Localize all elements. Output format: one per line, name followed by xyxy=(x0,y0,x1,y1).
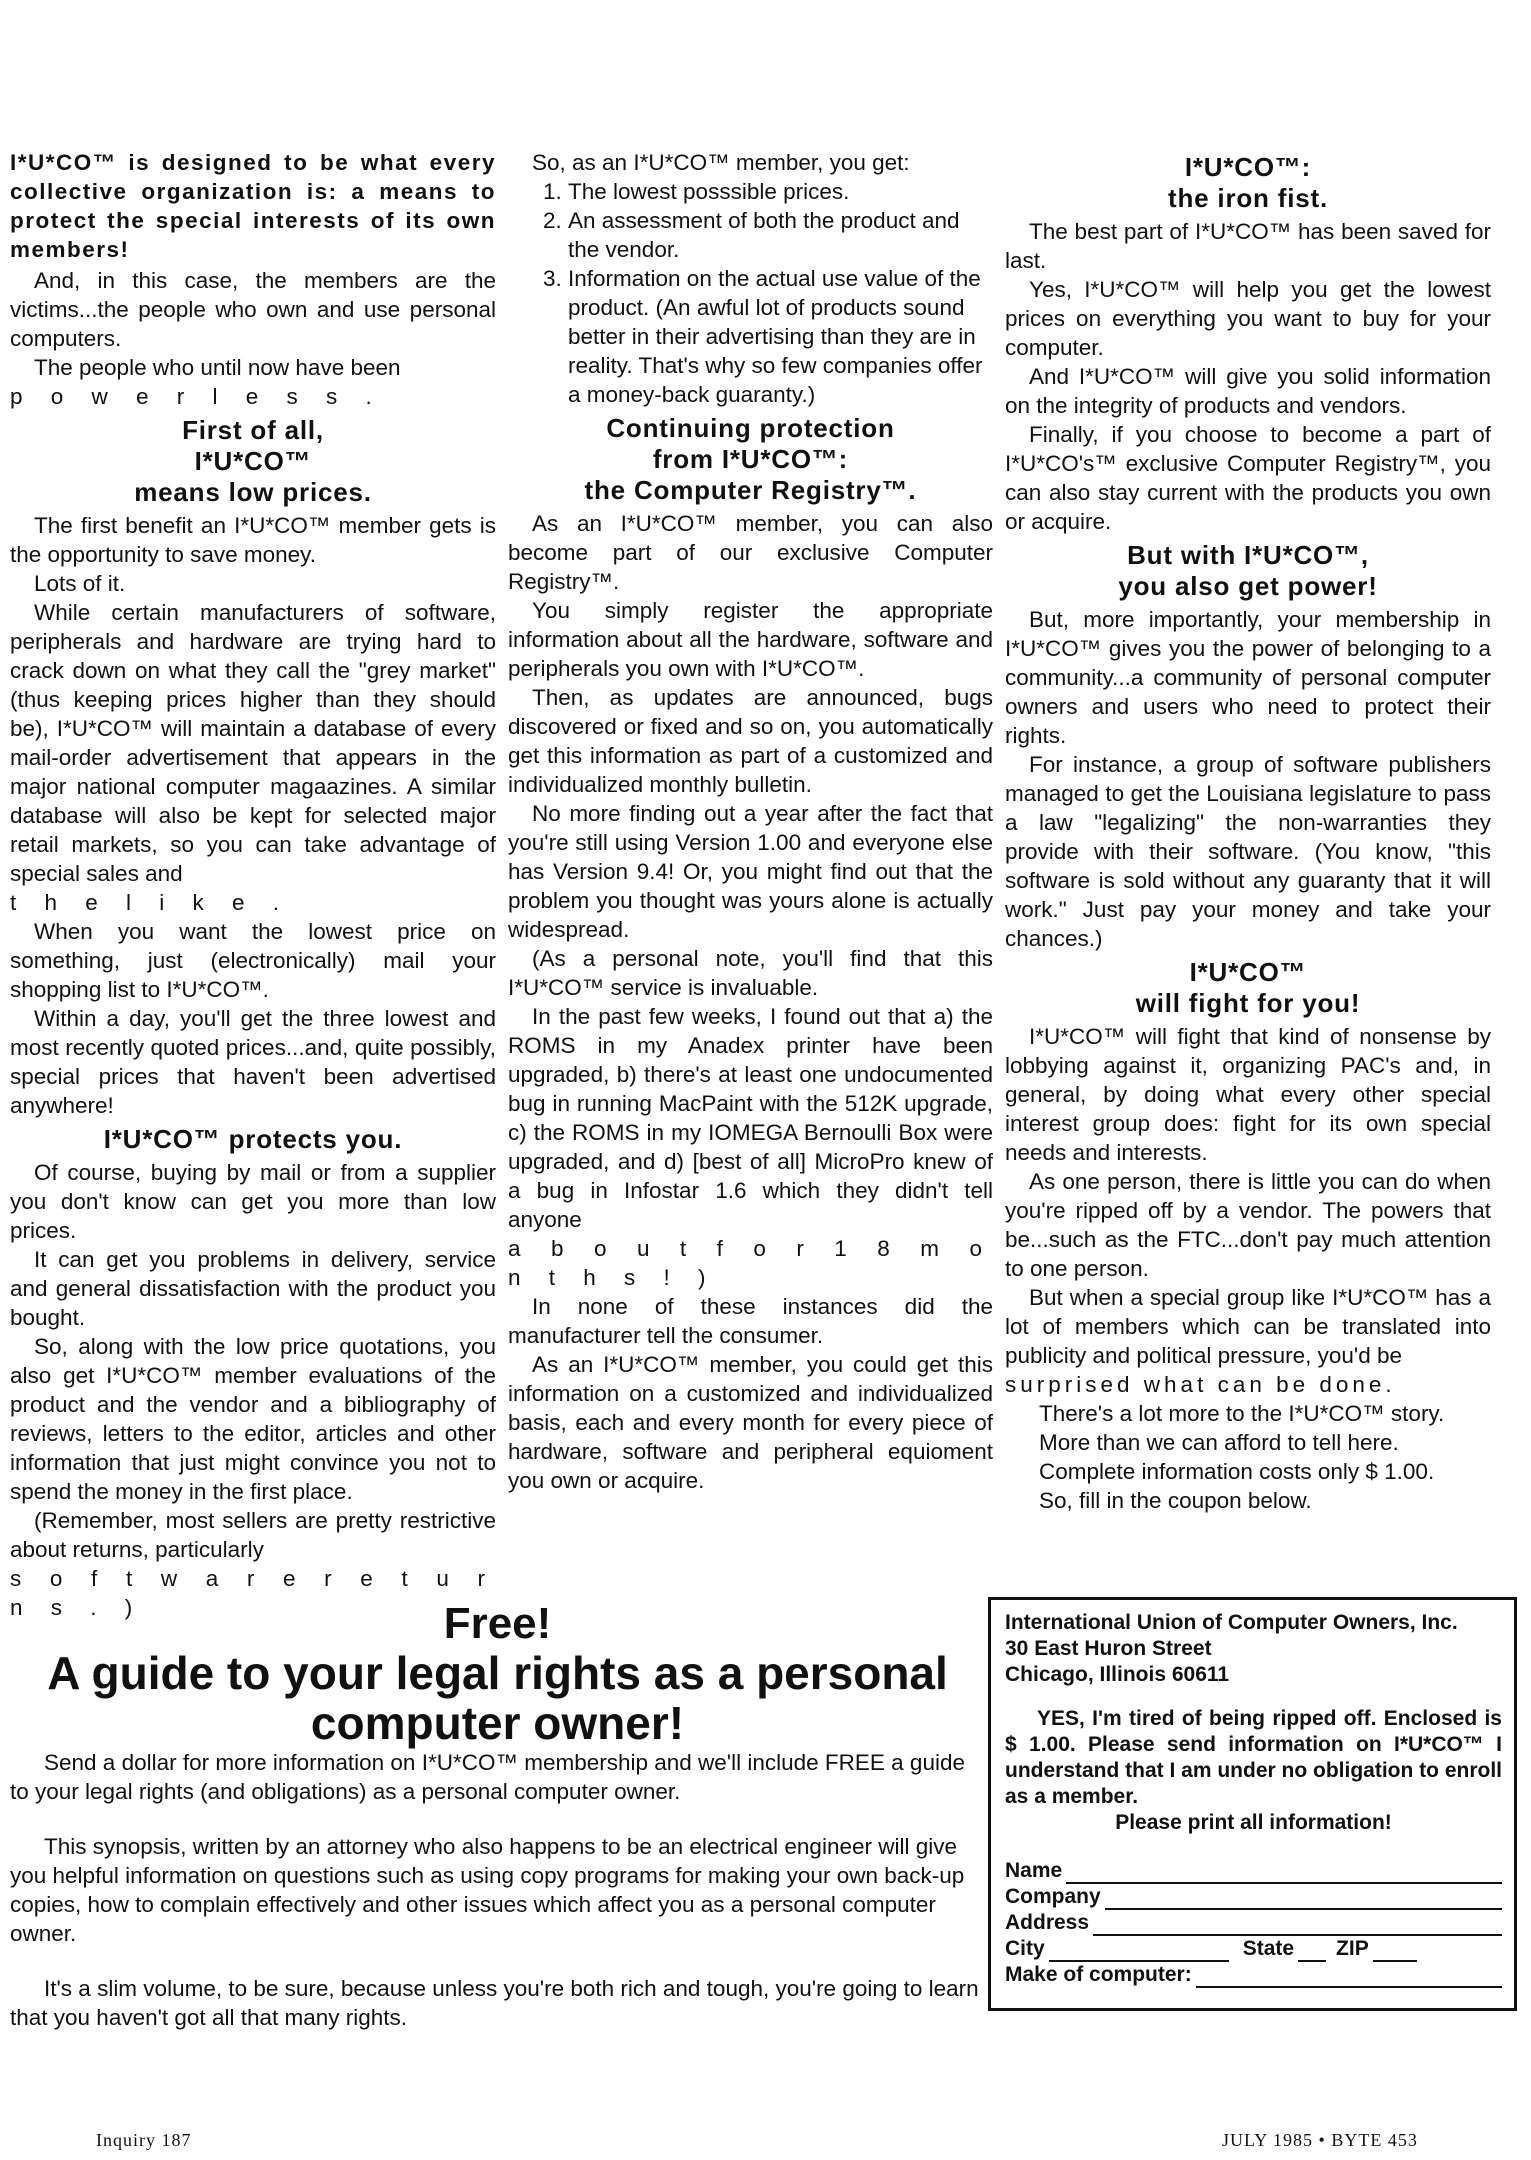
paragraph: And, in this case, the members are the victims...the people who own and use personal computers. xyxy=(10,268,496,351)
free-guide-promo xyxy=(10,1600,985,2058)
paragraph: Finally, if you choose to become a part of I*U*CO's™ exclusive Computer Registry™, you can also stay current with the products you own or acquire. xyxy=(1005,422,1491,534)
closing-line: More than we can afford to tell here. xyxy=(1039,1430,1399,1455)
list-item: 1. The lowest posssible prices. xyxy=(568,177,993,206)
section-heading: Continuing protection xyxy=(606,413,895,443)
paragraph: For instance, a group of software publishers managed to get the Louisiana legislature to pass a law "legalizing" the non-warranties they provide with their software. (You know, "this software is sold without any guaranty that it will work." Just pay your money and take your chances.) xyxy=(1005,752,1491,951)
lead-paragraph: I*U*CO™ is designed to be what every collective organization is: a means to protect the special interests of its own members! xyxy=(10,150,496,262)
closing-line: There's a lot more to the I*U*CO™ story. xyxy=(1039,1401,1445,1426)
mailing-address xyxy=(1005,1610,1502,1688)
promo-paragraph: It's a slim volume, to be sure, because unless you're both rich and tough, you're going to learn that you haven't got all that many rights. xyxy=(10,1976,979,2030)
section-heading: I*U*CO™ protects you. xyxy=(103,1124,403,1154)
promo-subtitle: A guide to your legal rights as a personal computer owner! xyxy=(47,1647,948,1749)
paragraph: I*U*CO™ will fight that kind of nonsense by lobbying against it, organizing PAC's and, in general, by doing what every other special interest group does: fight for its own special needs and interests. xyxy=(1005,1024,1491,1165)
section-heading: I*U*CO™ xyxy=(1189,957,1307,987)
column-1 xyxy=(10,148,496,1620)
field-label: State xyxy=(1242,1937,1295,1960)
closing-line: Complete information costs only $ 1.00. xyxy=(1039,1459,1435,1484)
closing-lines xyxy=(1005,1399,1491,1515)
heading-line: I*U*CO™ xyxy=(194,446,312,476)
field-label: ZIP xyxy=(1336,1937,1369,1960)
paragraph: As an I*U*CO™ member, you can also become part of our exclusive Computer Registry™. xyxy=(508,511,993,594)
issue-page-number: JULY 1985 • BYTE 453 xyxy=(1222,2130,1418,2150)
computer-make-line[interactable] xyxy=(1196,1966,1502,1988)
paragraph: (As a personal note, you'll find that this I*U*CO™ service is invaluable. xyxy=(508,946,993,1000)
heading-line: First of all, xyxy=(182,415,324,445)
street-address: 30 East Huron Street xyxy=(1005,1637,1212,1660)
paragraph: Within a day, you'll get the three lowest and most recently quoted prices...and, quite possibly, special prices that haven't been advertised anywhere! xyxy=(10,1006,496,1118)
company-line[interactable] xyxy=(1105,1888,1502,1910)
paragraph: While certain manufacturers of software, peripherals and hardware are trying hard to crack down on what they call the "grey market" (thus keeping prices higher than they should be), I*U*CO™ will maintain a database of every mail-order advertisement that appears in the major national computer magaazines. A similar database will also be kept for selected major retail markets, so you can take advantage of special sales and xyxy=(10,600,496,886)
paragraph: The first benefit an I*U*CO™ member gets is the opportunity to save money. xyxy=(10,513,496,567)
promo-paragraph: Send a dollar for more information on I*U*CO™ membership and we'll include FREE a guide to your legal rights (and obligations) as a personal computer owner. xyxy=(10,1750,965,1804)
paragraph: So, along with the low price quotations, you also get I*U*CO™ member evaluations of the product and the vendor and a bibliography of reviews, letters to the editor, articles and other information that just might convince you not to spend the money in the first place. xyxy=(10,1334,496,1504)
promo-title: Free! xyxy=(443,1599,552,1648)
paragraph: And I*U*CO™ will give you solid information on the integrity of products and vendors. xyxy=(1005,364,1491,418)
spaced-line: surprised what can be done. xyxy=(1005,1372,1396,1397)
list-item: 2. An assessment of both the product and the vendor. xyxy=(568,206,993,264)
column-3 xyxy=(1005,148,1491,1578)
paragraph: In none of these instances did the manufacturer tell the consumer. xyxy=(508,1294,993,1348)
field-label: Company xyxy=(1005,1885,1101,1908)
spaced-line: t h e l i k e . xyxy=(10,890,291,915)
address-line[interactable] xyxy=(1093,1914,1502,1936)
field-label: City xyxy=(1005,1937,1045,1960)
paragraph: But when a special group like I*U*CO™ has a lot of members which can be translated into publicity and political pressure, you'd be xyxy=(1005,1285,1491,1368)
section-heading xyxy=(10,477,496,508)
section-heading: the Computer Registry™. xyxy=(584,475,917,505)
paragraph: You simply register the appropriate information about all the hardware, software and peripherals you own with I*U*CO™. xyxy=(508,598,993,681)
promo-paragraph: This synopsis, written by an attorney who also happens to be an electrical engineer will give you helpful information on questions such as using copy programs for making your own back-up copies, how to complain effectively and other issues which affect you as a personal computer owner. xyxy=(10,1834,965,1946)
paragraph: It can get you problems in delivery, service and general dissatisfaction with the product you bought. xyxy=(10,1247,496,1330)
organization-name: International Union of Computer Owners, Inc. xyxy=(1005,1611,1458,1634)
field-label: Address xyxy=(1005,1911,1090,1934)
company-field[interactable] xyxy=(1005,1884,1502,1910)
order-coupon xyxy=(988,1597,1517,2011)
city-state-zip-field[interactable] xyxy=(1005,1936,1502,1962)
paragraph: The best part of I*U*CO™ has been saved for last. xyxy=(1005,219,1491,273)
column-2 xyxy=(508,148,993,1578)
section-heading: But with I*U*CO™, xyxy=(1127,540,1369,570)
paragraph: As an I*U*CO™ member, you could get this information on a customized and individualized basis, each and every month for every piece of hardware, software and peripheral equioment you own or acquire. xyxy=(508,1352,993,1493)
section-heading: the iron fist. xyxy=(1168,183,1328,213)
section-heading: from I*U*CO™: xyxy=(652,444,849,474)
benefits-list xyxy=(508,177,993,409)
city-line[interactable] xyxy=(1049,1940,1229,1962)
name-line[interactable] xyxy=(1066,1862,1502,1884)
paragraph: Then, as updates are announced, bugs discovered or fixed and so on, you automatically get this information as part of a customized and individualized monthly bulletin. xyxy=(508,685,993,797)
address-field[interactable] xyxy=(1005,1910,1502,1936)
coupon-request-text: YES, I'm tired of being ripped off. Enclosed is $ 1.00. Please send information on I*U*CO™ I understand that I am under no obligation to enroll as a member. xyxy=(1005,1707,1502,1808)
paragraph: So, as an I*U*CO™ member, you get: xyxy=(532,150,910,175)
zip-line[interactable] xyxy=(1373,1940,1417,1962)
paragraph: Lots of it. xyxy=(34,571,126,596)
field-label: Name xyxy=(1005,1859,1063,1882)
city-state-zip: Chicago, Illinois 60611 xyxy=(1005,1663,1230,1686)
section-heading xyxy=(10,446,496,477)
field-label: Make of computer: xyxy=(1005,1963,1192,1986)
paragraph: In the past few weeks, I found out that a) the ROMS in my Anadex printer have been upgraded, b) there's at least one undocumented bug in running MacPaint with the 512K upgrade, c) the ROMS in my IOMEGA Bernoulli Box were upgraded, and d) [best of all] MicroPro knew of a bug in Infostar 1.6 which they didn't tell anyone xyxy=(508,1004,993,1232)
section-heading: you also get power! xyxy=(1118,571,1378,601)
print-instruction: Please print all information! xyxy=(1115,1811,1392,1834)
paragraph: As one person, there is little you can do when you're ripped off by a vendor. The powers that be...such as the FTC...don't pay much attention to one person. xyxy=(1005,1169,1491,1281)
paragraph: Of course, buying by mail or from a supplier you don't know can get you more than low prices. xyxy=(10,1160,496,1243)
name-field[interactable] xyxy=(1005,1858,1502,1884)
section-heading xyxy=(10,415,496,446)
spaced-line: a b o u t f o r 1 8 m o n t h s ! ) xyxy=(508,1236,993,1290)
list-item: 3. Information on the actual use value of the product. (An awful lot of products sound better in their advertising than they are in reality. That's why so few companies offer a money-back guaranty.) xyxy=(568,264,993,409)
paragraph: Yes, I*U*CO™ will help you get the lowest prices on everything you want to buy for your computer. xyxy=(1005,277,1491,360)
paragraph: But, more importantly, your membership in I*U*CO™ gives you the power of belonging to a community...a community of personal computer owners and users who need to protect their rights. xyxy=(1005,607,1491,748)
paragraph: (Remember, most sellers are pretty restrictive about returns, particularly xyxy=(10,1508,496,1562)
spaced-line: s o f t w a r e r e t u r n s . ) xyxy=(10,1566,496,1620)
section-heading: I*U*CO™: xyxy=(1184,152,1312,182)
paragraph: The people who until now have been xyxy=(34,355,401,380)
paragraph: When you want the lowest price on something, just (electronically) mail your shopping list to I*U*CO™. xyxy=(10,919,496,1002)
inquiry-number: Inquiry 187 xyxy=(96,2130,192,2150)
state-line[interactable] xyxy=(1298,1940,1326,1962)
section-heading: will fight for you! xyxy=(1135,988,1361,1018)
paragraph: No more finding out a year after the fact that you're still using Version 1.00 and everyone else has Version 9.4! Or, you might find out that the problem you thought was yours alone is actually widespread. xyxy=(508,801,993,942)
computer-make-field[interactable] xyxy=(1005,1962,1502,1988)
spaced-line: p o w e r l e s s . xyxy=(10,384,383,409)
closing-line: So, fill in the coupon below. xyxy=(1039,1488,1312,1513)
heading-line: means low prices. xyxy=(134,477,372,507)
